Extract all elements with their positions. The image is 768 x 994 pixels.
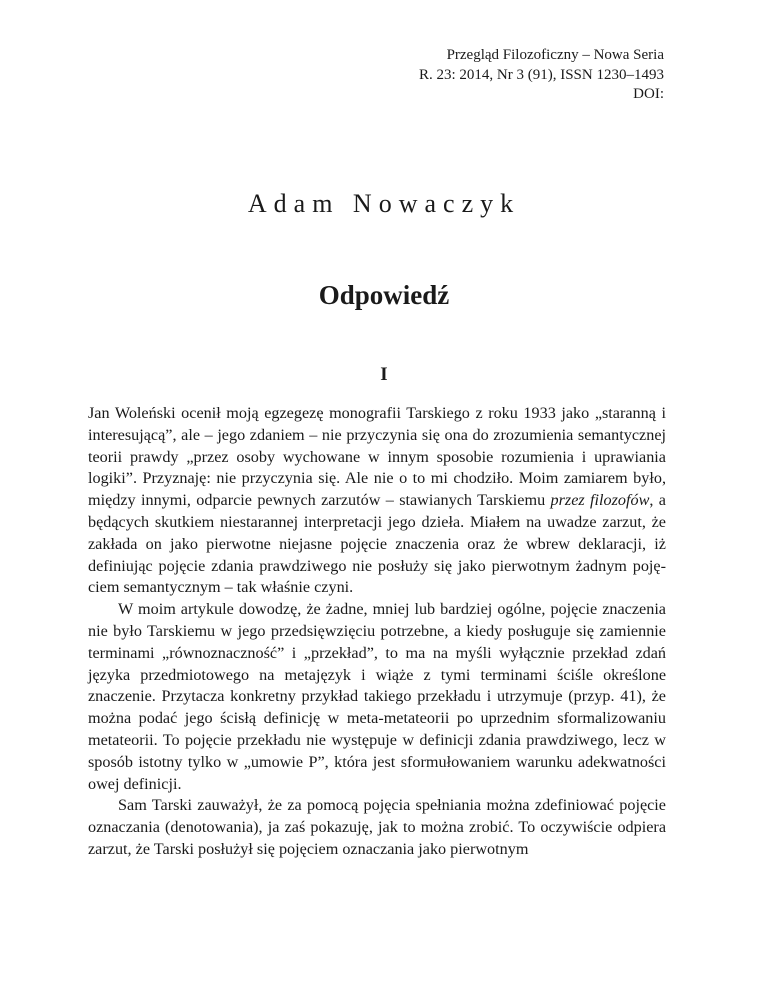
journal-name: Przegląd Filozoficzny – Nowa Seria	[446, 47, 664, 63]
article-title: Odpowiedź	[318, 280, 450, 310]
paragraph-1-part-a: Jan Woleński ocenił moją egzegezę monografii Tarskiego z roku 1933 jako „staranną i interesującą”, ale – jego zdaniem – nie przyczynia się ona do zrozumienia semantycznej teorii prawdy „przez osoby wychowane w innym sposobie rozumienia i uprawiania logiki”. Przyznaję: nie przyczynia się. Ale nie o to mi chodziło. Moim zamiarem było, między innymi, odparcie pewnych zarzutów – stawianych Tarskiemu	[88, 404, 666, 510]
paragraph-1	[88, 403, 666, 599]
doi-label: DOI:	[633, 86, 664, 102]
paragraph-3: Sam Tarski zauważył, że za pomocą pojęcia spełniania można zdefiniować pojęcie oznaczania (denotowania), ja zaś pokazuję, jak to można zrobić. To oczywiście odpiera zarzut, że Tarski posłużył się pojęciem oznaczania jako pierwotnym	[88, 796, 666, 858]
paragraph-1-emphasis: przez filozofów	[550, 491, 650, 510]
paragraph-2: W moim artykule dowodzę, że żadne, mniej lub bardziej ogólne, pojęcie znaczenia nie było Tarskiemu w jego przedsięwzięciu potrzebne, a kiedy posługuje się zamiennie terminami „równoznaczność” i „przekład”, to ma na myśli wyłącznie przekład zdań języka przedmiotowego na metajęzyk i wiąże z tymi terminami ściśle określone znaczenie. Przytacza konkretny przykład takiego przekładu i utrzymuje (przyp. 41), że można podać jego ścisłą definicję w meta-metateorii po uprzednim sformalizowaniu metateorii. To pojęcie przekładu nie występuje w definicji zdania prawdziwego, lecz w sposób istotny tylko w „umowie P”, która jest sformułowaniem warunku adekwatności owej definicji.	[88, 600, 666, 793]
journal-header	[419, 46, 664, 105]
article-body	[88, 403, 666, 861]
paragraph-1-part-b: , a będących skutkiem niestarannej interpretacji jego dzieła. Miałem na uwadze zarzut, że zakłada on jako pierwotne niejasne pojęcie znaczenia oraz że wbrew deklaracji, iż definiując pojęcie zdania prawdziwego nie posłuży się jako pierwotnym żadnym pojęciem semantycznym – tak właśnie czyni.	[88, 491, 666, 597]
section-number: I	[380, 364, 388, 385]
author-name: Adam Nowaczyk	[247, 189, 521, 218]
volume-issue: R. 23: 2014, Nr 3 (91), ISSN 1230–1493	[418, 66, 664, 83]
